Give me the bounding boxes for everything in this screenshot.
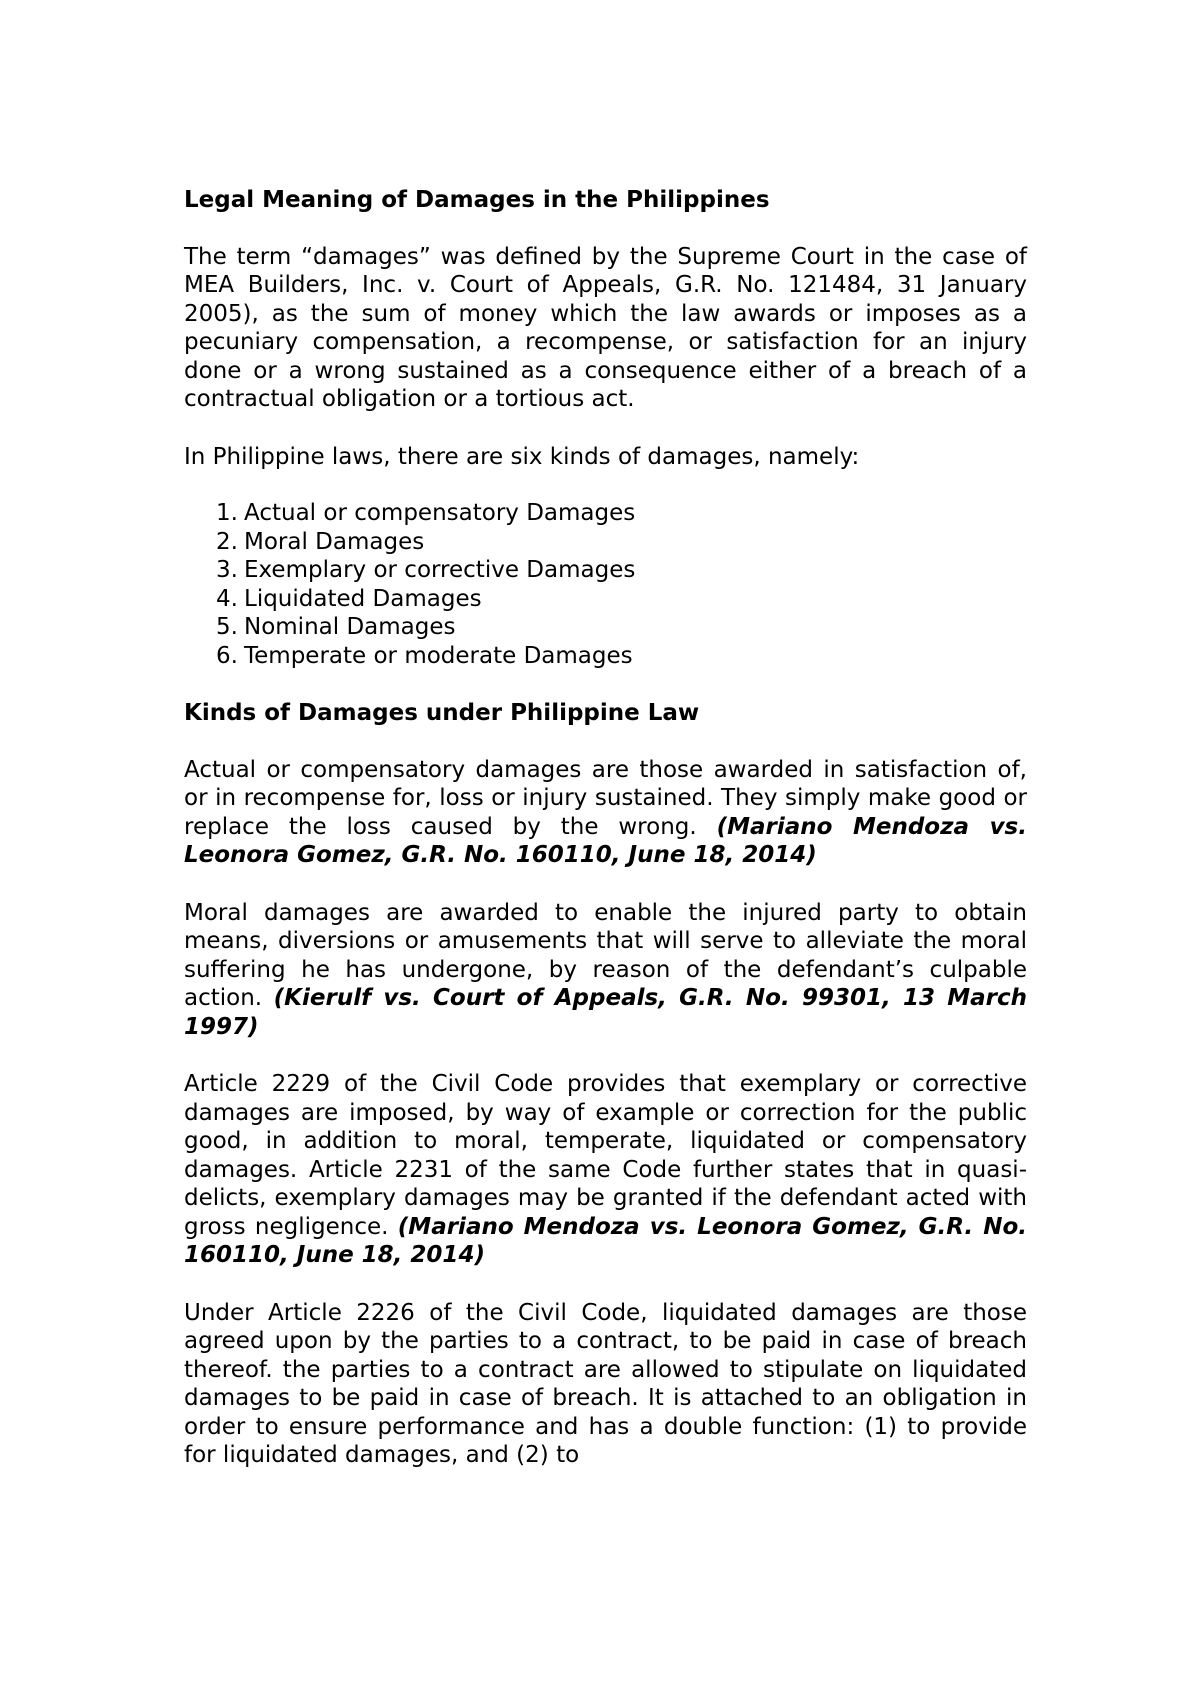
list-item [184, 642, 1027, 671]
list-item-label: Temperate or moderate Damages [244, 642, 633, 669]
moral-damages-paragraph [184, 899, 1027, 1042]
list-item-label: Nominal Damages [244, 614, 456, 640]
case-citation: (Mariano Mendoza vs. Leonora Gomez, G.R. No. 160110, June 18, 2014) [184, 1213, 1027, 1268]
list-item-number: 2. [216, 528, 238, 555]
actual-damages-paragraph [184, 756, 1027, 870]
list-item [184, 556, 1027, 585]
document-page [184, 186, 1027, 1470]
document-title: Legal Meaning of Damages in the Philippines [184, 187, 770, 213]
list-item [184, 585, 1027, 614]
exemplary-damages-paragraph [184, 1070, 1027, 1270]
case-citation: (Kierulf vs. Court of Appeals, G.R. No. 99301, 13 March 1997) [184, 985, 1027, 1040]
list-item [184, 528, 1027, 557]
list-item-number: 1. [216, 500, 238, 526]
list-item-label: Liquidated Damages [244, 585, 482, 612]
list-item-label: Moral Damages [244, 528, 425, 555]
paragraph-text: Moral damages are awarded to enable the injured party to obtain means, diversions or amusements that will serve to alleviate the moral suffering he has undergone, by reason of the defendant’s culpable action. [184, 899, 1027, 1011]
paragraph-text: Article 2229 of the Civil Code provides that exemplary or corrective damages are imposed, by way of example or correction for the public good, in addition to moral, temperate, liquidated or compensatory damages. Article 2231 of the same Code further states that in quasi-delicts, exemplary damages may be granted if the defendant acted with gross negligence. [184, 1071, 1027, 1240]
list-item [184, 499, 1027, 528]
list-item-number: 6. [216, 642, 238, 669]
list-item [184, 613, 1027, 642]
list-item-number: 5. [216, 614, 238, 640]
intro-paragraph: The term “damages” was defined by the Supreme Court in the case of MEA Builders, Inc. v. Court of Appeals, G.R. No. 121484, 31 January 2005), as the sum of money which the law awards or imposes as a pecuniary compensation, a recompense, or satisfaction for an injury done or a wrong sustained as a consequence either of a breach of a contractual obligation or a tortious act. [184, 243, 1027, 412]
list-item-number: 4. [216, 585, 238, 612]
section-heading: Kinds of Damages under Philippine Law [184, 700, 700, 726]
paragraph-text: Actual or compensatory damages are those awarded in satisfaction of, or in recompense for, loss or injury sustained. They simply make good or replace the loss caused by the wrong. [184, 756, 1027, 840]
list-item-number: 3. [216, 557, 238, 583]
case-citation: (Mariano Mendoza vs. Leonora Gomez, G.R. No. 160110, June 18, 2014) [184, 813, 1027, 868]
list-intro: In Philippine laws, there are six kinds of damages, namely: [184, 443, 860, 470]
list-item-label: Exemplary or corrective Damages [244, 557, 636, 583]
kinds-of-damages-list [184, 499, 1027, 670]
liquidated-damages-paragraph: Under Article 2226 of the Civil Code, liquidated damages are those agreed upon by the parties to a contract, to be paid in case of breach thereof. the parties to a contract are allowed to stipulate on liquidated damages to be paid in case of breach. It is attached to an obligation in order to ensure performance and has a double function: (1) to provide for liquidated damages, and (2) to [184, 1299, 1027, 1468]
list-item-label: Actual or compensatory Damages [244, 500, 636, 526]
